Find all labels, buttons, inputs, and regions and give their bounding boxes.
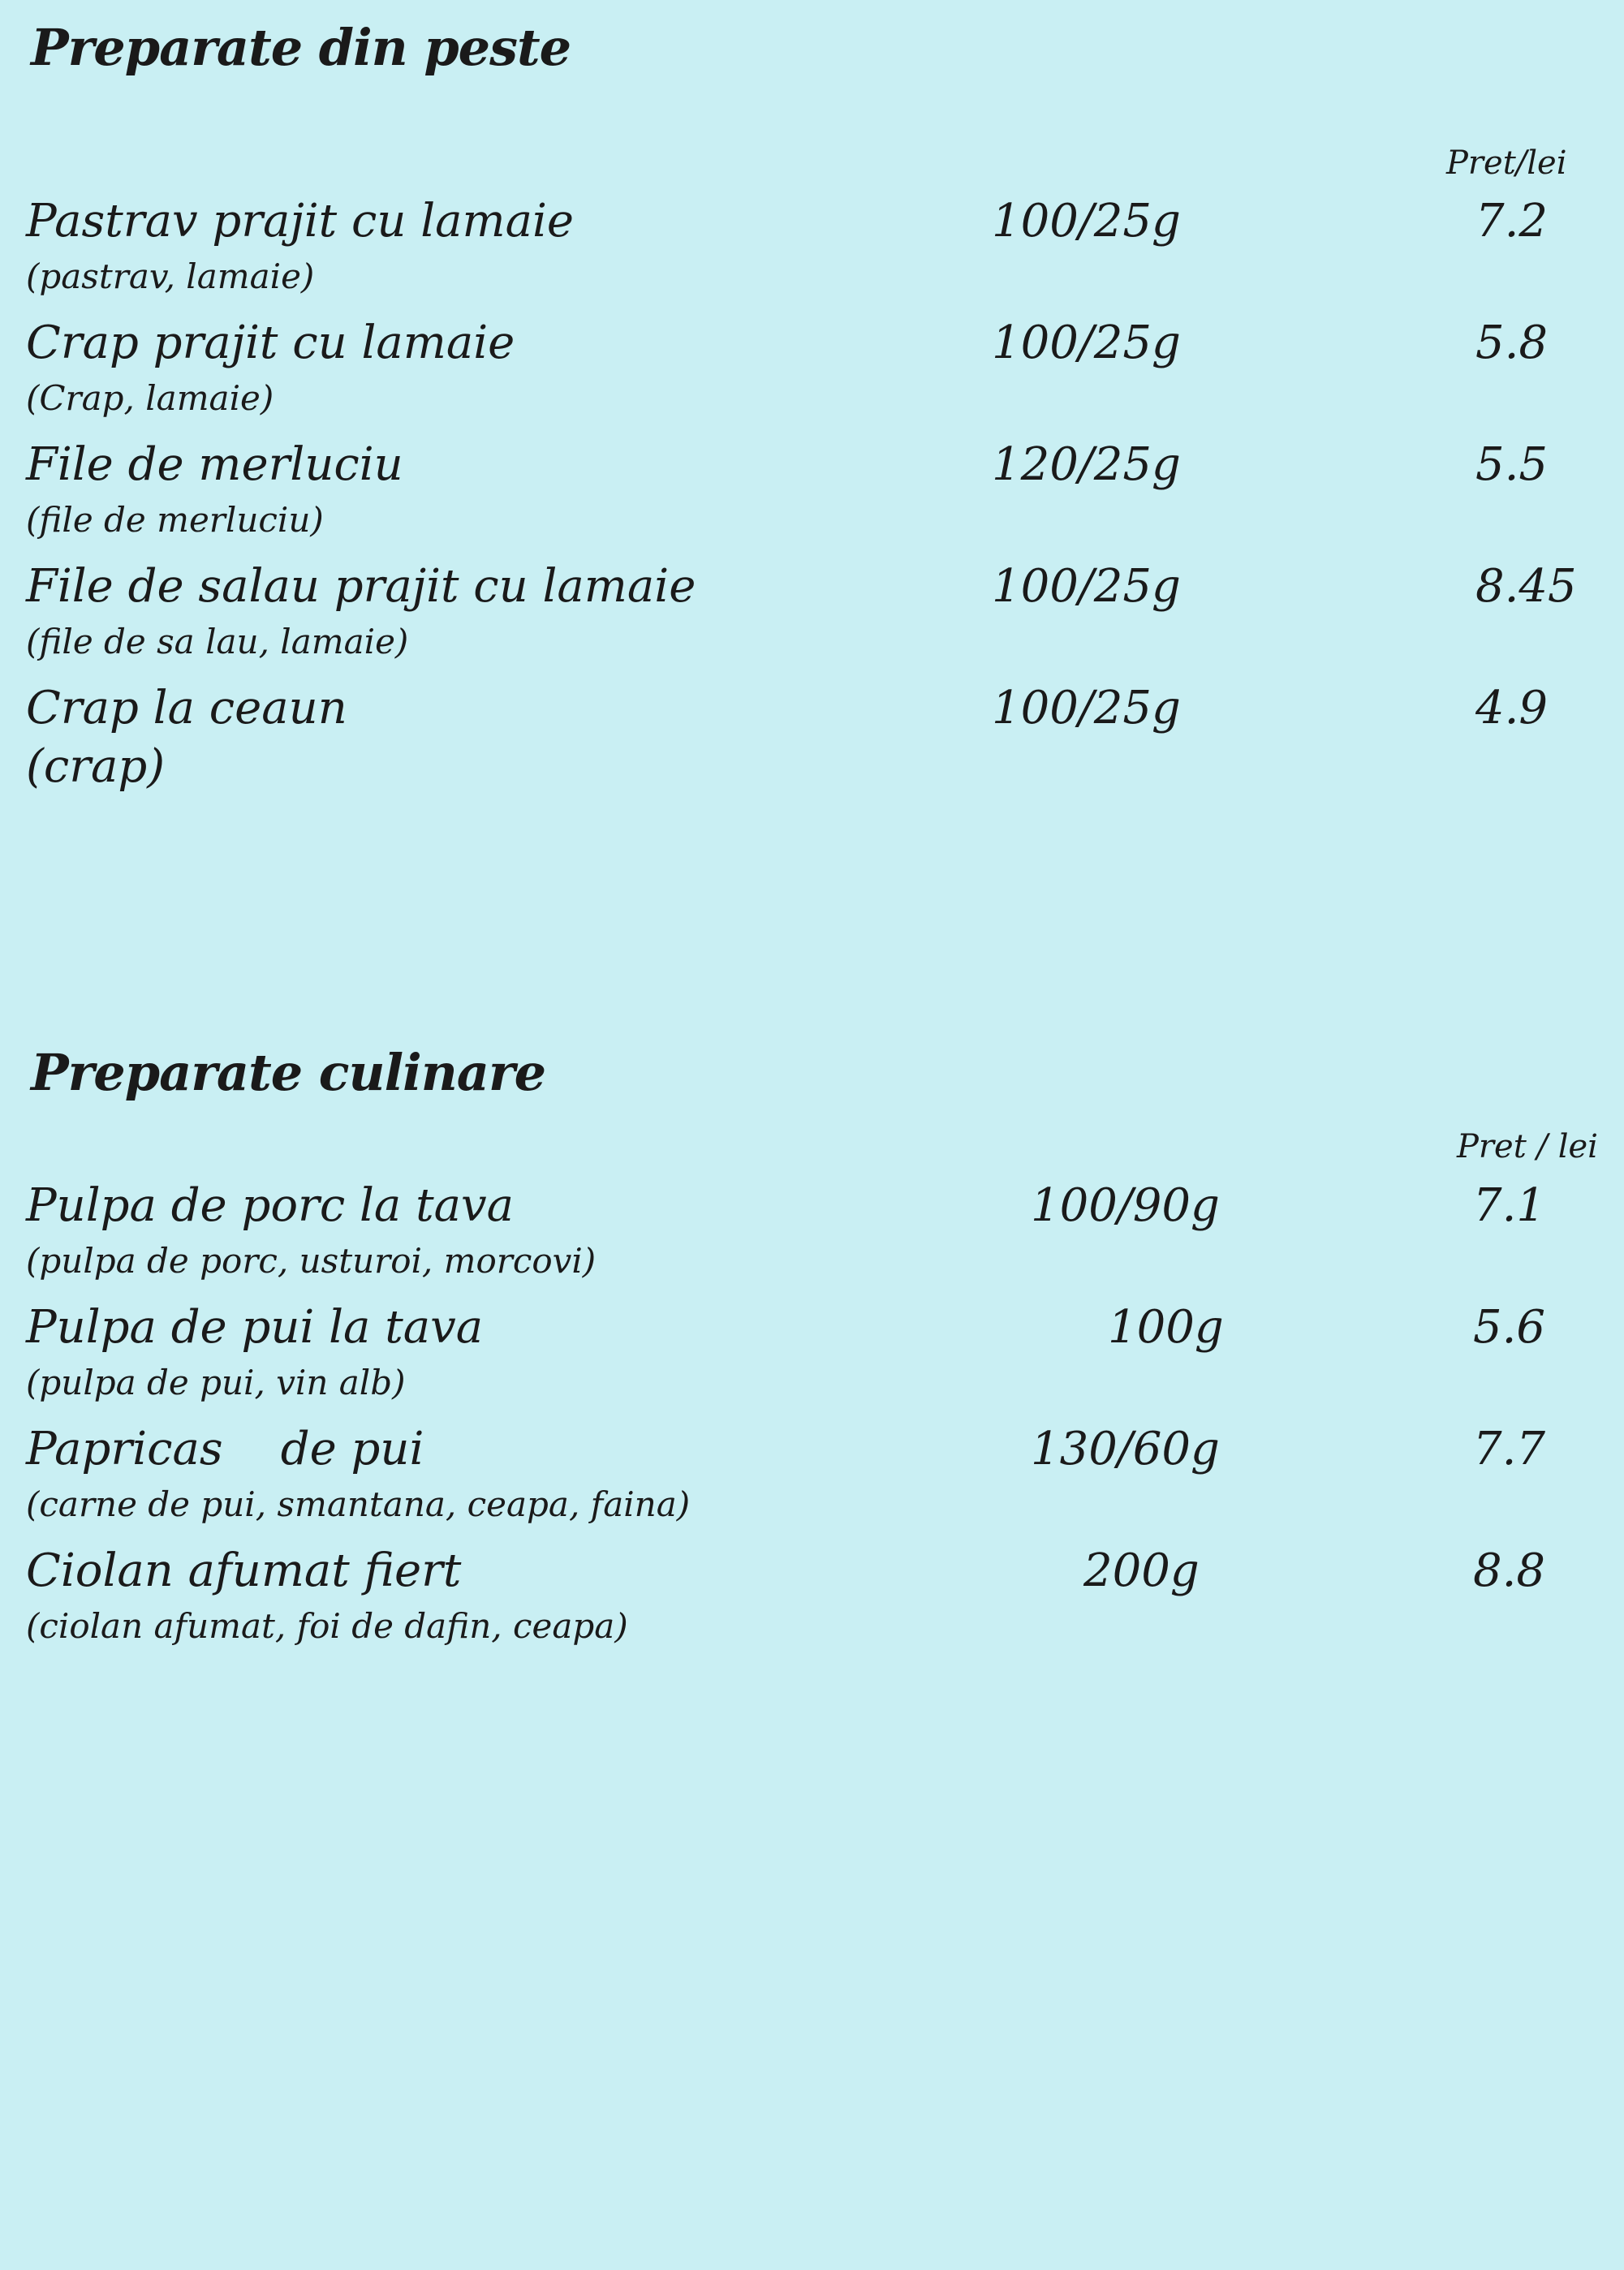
menu-item <box>0 317 1624 438</box>
dish-portion: 100g <box>1108 1301 1224 1354</box>
dish-ingredients: (pulpa de pui, vin alb) <box>26 1363 406 1402</box>
dish-name: Crap prajit cu lamaie <box>26 317 515 369</box>
dish-portion: 100/25g <box>992 317 1181 369</box>
dish-ingredients: (ciolan afumat, foi de dafin, ceapa) <box>26 1606 628 1646</box>
dish-name: Crap la ceaun <box>26 682 347 734</box>
dish-price: 5.5 <box>1475 438 1549 491</box>
dish-portion: 200g <box>1083 1544 1200 1597</box>
dish-name: Ciolan afumat fiert <box>26 1544 462 1597</box>
menu-item <box>0 195 1624 317</box>
dish-price: 7.2 <box>1475 195 1549 248</box>
dish-ingredients: (Crap, lamaie) <box>26 378 274 418</box>
dish-name: Pastrav prajit cu lamaie <box>26 195 575 248</box>
dish-ingredients: (pastrav, lamaie) <box>26 256 315 296</box>
dish-ingredients: (file de sa lau, lamaie) <box>26 622 409 661</box>
price-header-fish: Pret/lei <box>1446 144 1567 182</box>
dish-name: Pulpa de pui la tava <box>26 1301 484 1354</box>
dish-ingredients: (carne de pui, smantana, ceapa, faina) <box>26 1484 691 1524</box>
dish-ingredients: (crap) <box>26 740 166 793</box>
dish-price: 7.1 <box>1473 1179 1546 1232</box>
dish-name: File de salau prajit cu lamaie <box>26 560 696 613</box>
dish-portion: 100/25g <box>992 682 1181 734</box>
dish-portion: 100/25g <box>992 195 1181 248</box>
menu-item <box>0 438 1624 560</box>
menu-item <box>0 1179 1624 1301</box>
price-header-culinary: Pret / lei <box>1457 1128 1598 1165</box>
section-title-fish: Preparate din peste <box>31 18 571 77</box>
menu-item <box>0 1544 1624 1666</box>
menu-item <box>0 1301 1624 1423</box>
dish-ingredients: (file de merluciu) <box>26 500 324 540</box>
menu-item <box>0 1423 1624 1544</box>
dish-price: 8.8 <box>1473 1544 1546 1597</box>
dish-price: 5.6 <box>1473 1301 1546 1354</box>
menu-item <box>0 560 1624 682</box>
dish-price: 4.9 <box>1475 682 1549 734</box>
menu-item <box>0 682 1624 803</box>
dish-price: 8.45 <box>1475 560 1577 613</box>
dish-portion: 120/25g <box>992 438 1181 491</box>
dish-name: File de merluciu <box>26 438 403 491</box>
dish-price: 7.7 <box>1473 1423 1546 1475</box>
section-title-culinary: Preparate culinare <box>31 1043 546 1102</box>
dish-portion: 100/90g <box>1031 1179 1220 1232</box>
dish-price: 5.8 <box>1475 317 1549 369</box>
dish-portion: 130/60g <box>1031 1423 1220 1475</box>
dish-name: Papricas de pui <box>26 1423 424 1475</box>
dish-ingredients: (pulpa de porc, usturoi, morcovi) <box>26 1241 597 1281</box>
dish-name: Pulpa de porc la tava <box>26 1179 514 1232</box>
dish-portion: 100/25g <box>992 560 1181 613</box>
